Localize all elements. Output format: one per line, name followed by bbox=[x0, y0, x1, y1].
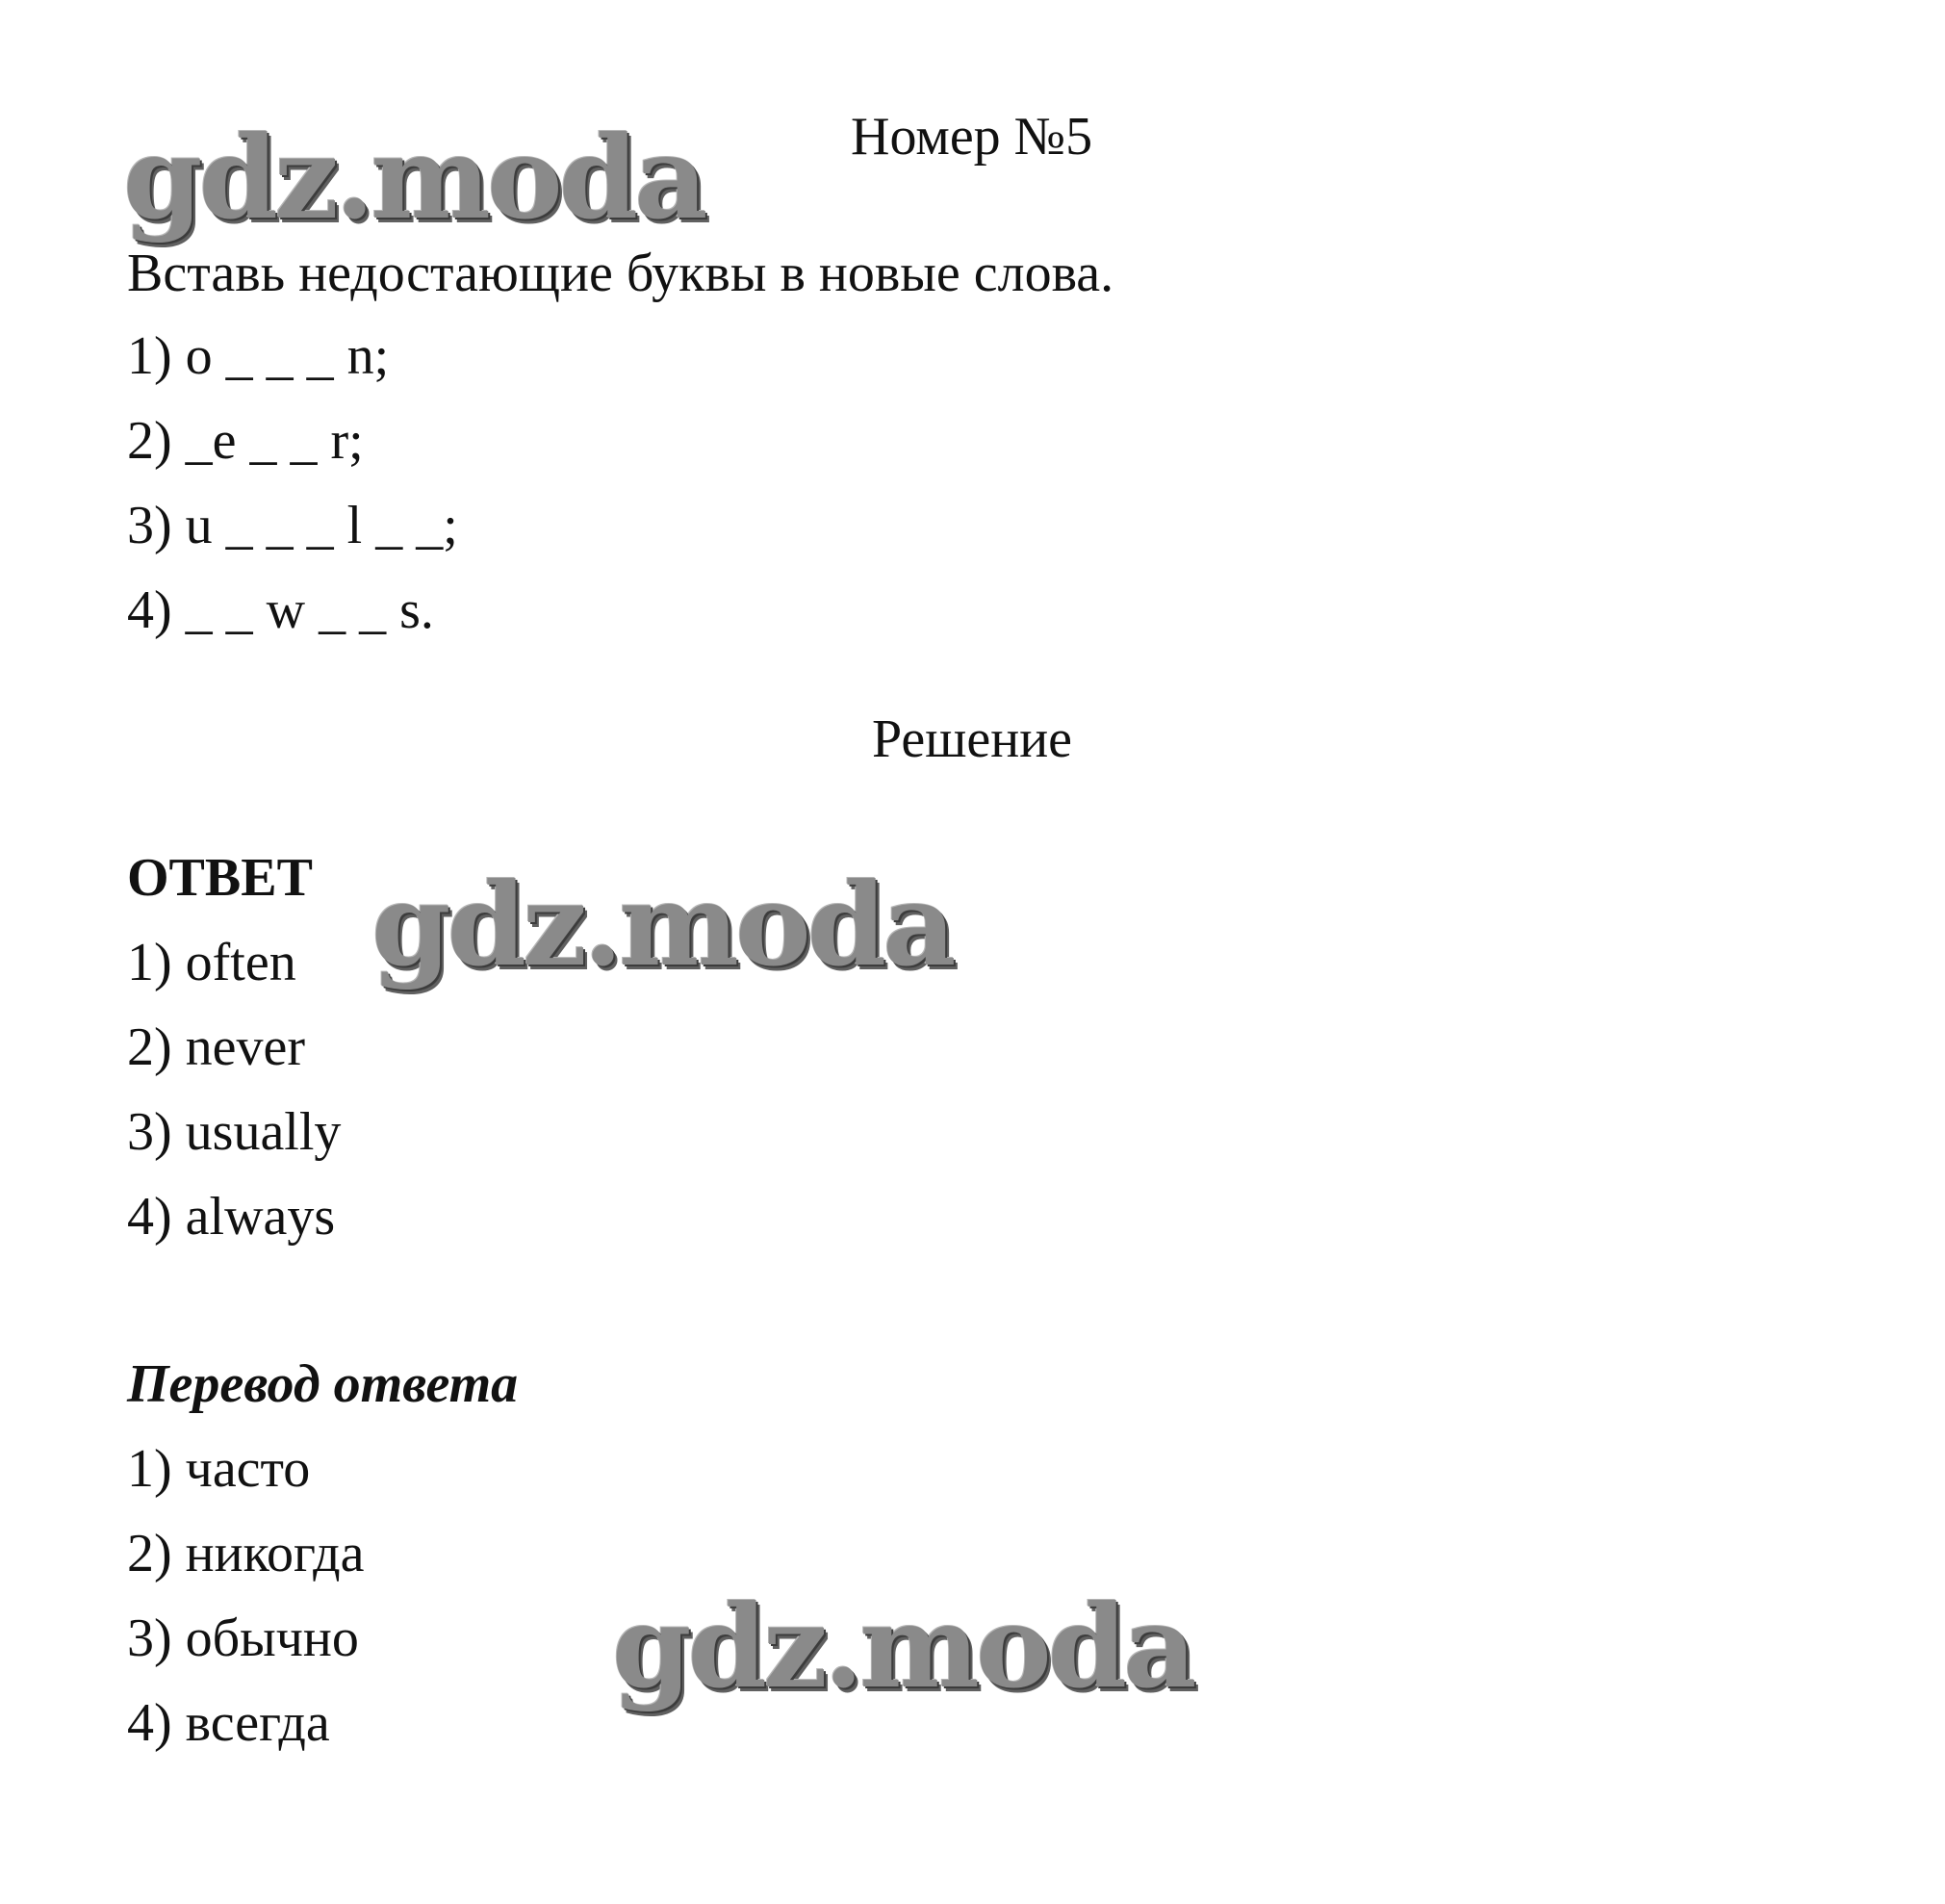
answer-item: 2) never bbox=[127, 1017, 306, 1077]
answer-item: 1) often bbox=[127, 933, 296, 992]
answer-item: 4) always bbox=[127, 1187, 336, 1247]
translation-item: 4) всегда bbox=[127, 1693, 330, 1753]
exercise-item: 1) o _ _ _ n; bbox=[127, 326, 390, 386]
translation-item: 1) часто bbox=[127, 1439, 311, 1499]
solution-heading: Решение bbox=[872, 709, 1073, 769]
watermark-logo: gdz.moda bbox=[612, 1580, 1193, 1713]
answer-item: 3) usually bbox=[127, 1102, 342, 1162]
exercise-item: 2) _e _ _ r; bbox=[127, 411, 364, 471]
watermark-logo: gdz.moda bbox=[123, 111, 704, 244]
translation-item: 3) обычно bbox=[127, 1608, 359, 1668]
translation-item: 2) никогда bbox=[127, 1524, 365, 1583]
translation-heading: Перевод ответа bbox=[127, 1354, 519, 1414]
exercise-item: 3) u _ _ _ l _ _; bbox=[127, 496, 458, 555]
exercise-item: 4) _ _ w _ _ s. bbox=[127, 580, 434, 640]
page-title: Номер №5 bbox=[851, 107, 1093, 167]
task-instruction: Вставь недостающие буквы в новые слова. bbox=[127, 244, 1114, 303]
watermark-logo: gdz.moda bbox=[371, 858, 953, 991]
answer-heading: ОТВЕТ bbox=[127, 848, 313, 908]
